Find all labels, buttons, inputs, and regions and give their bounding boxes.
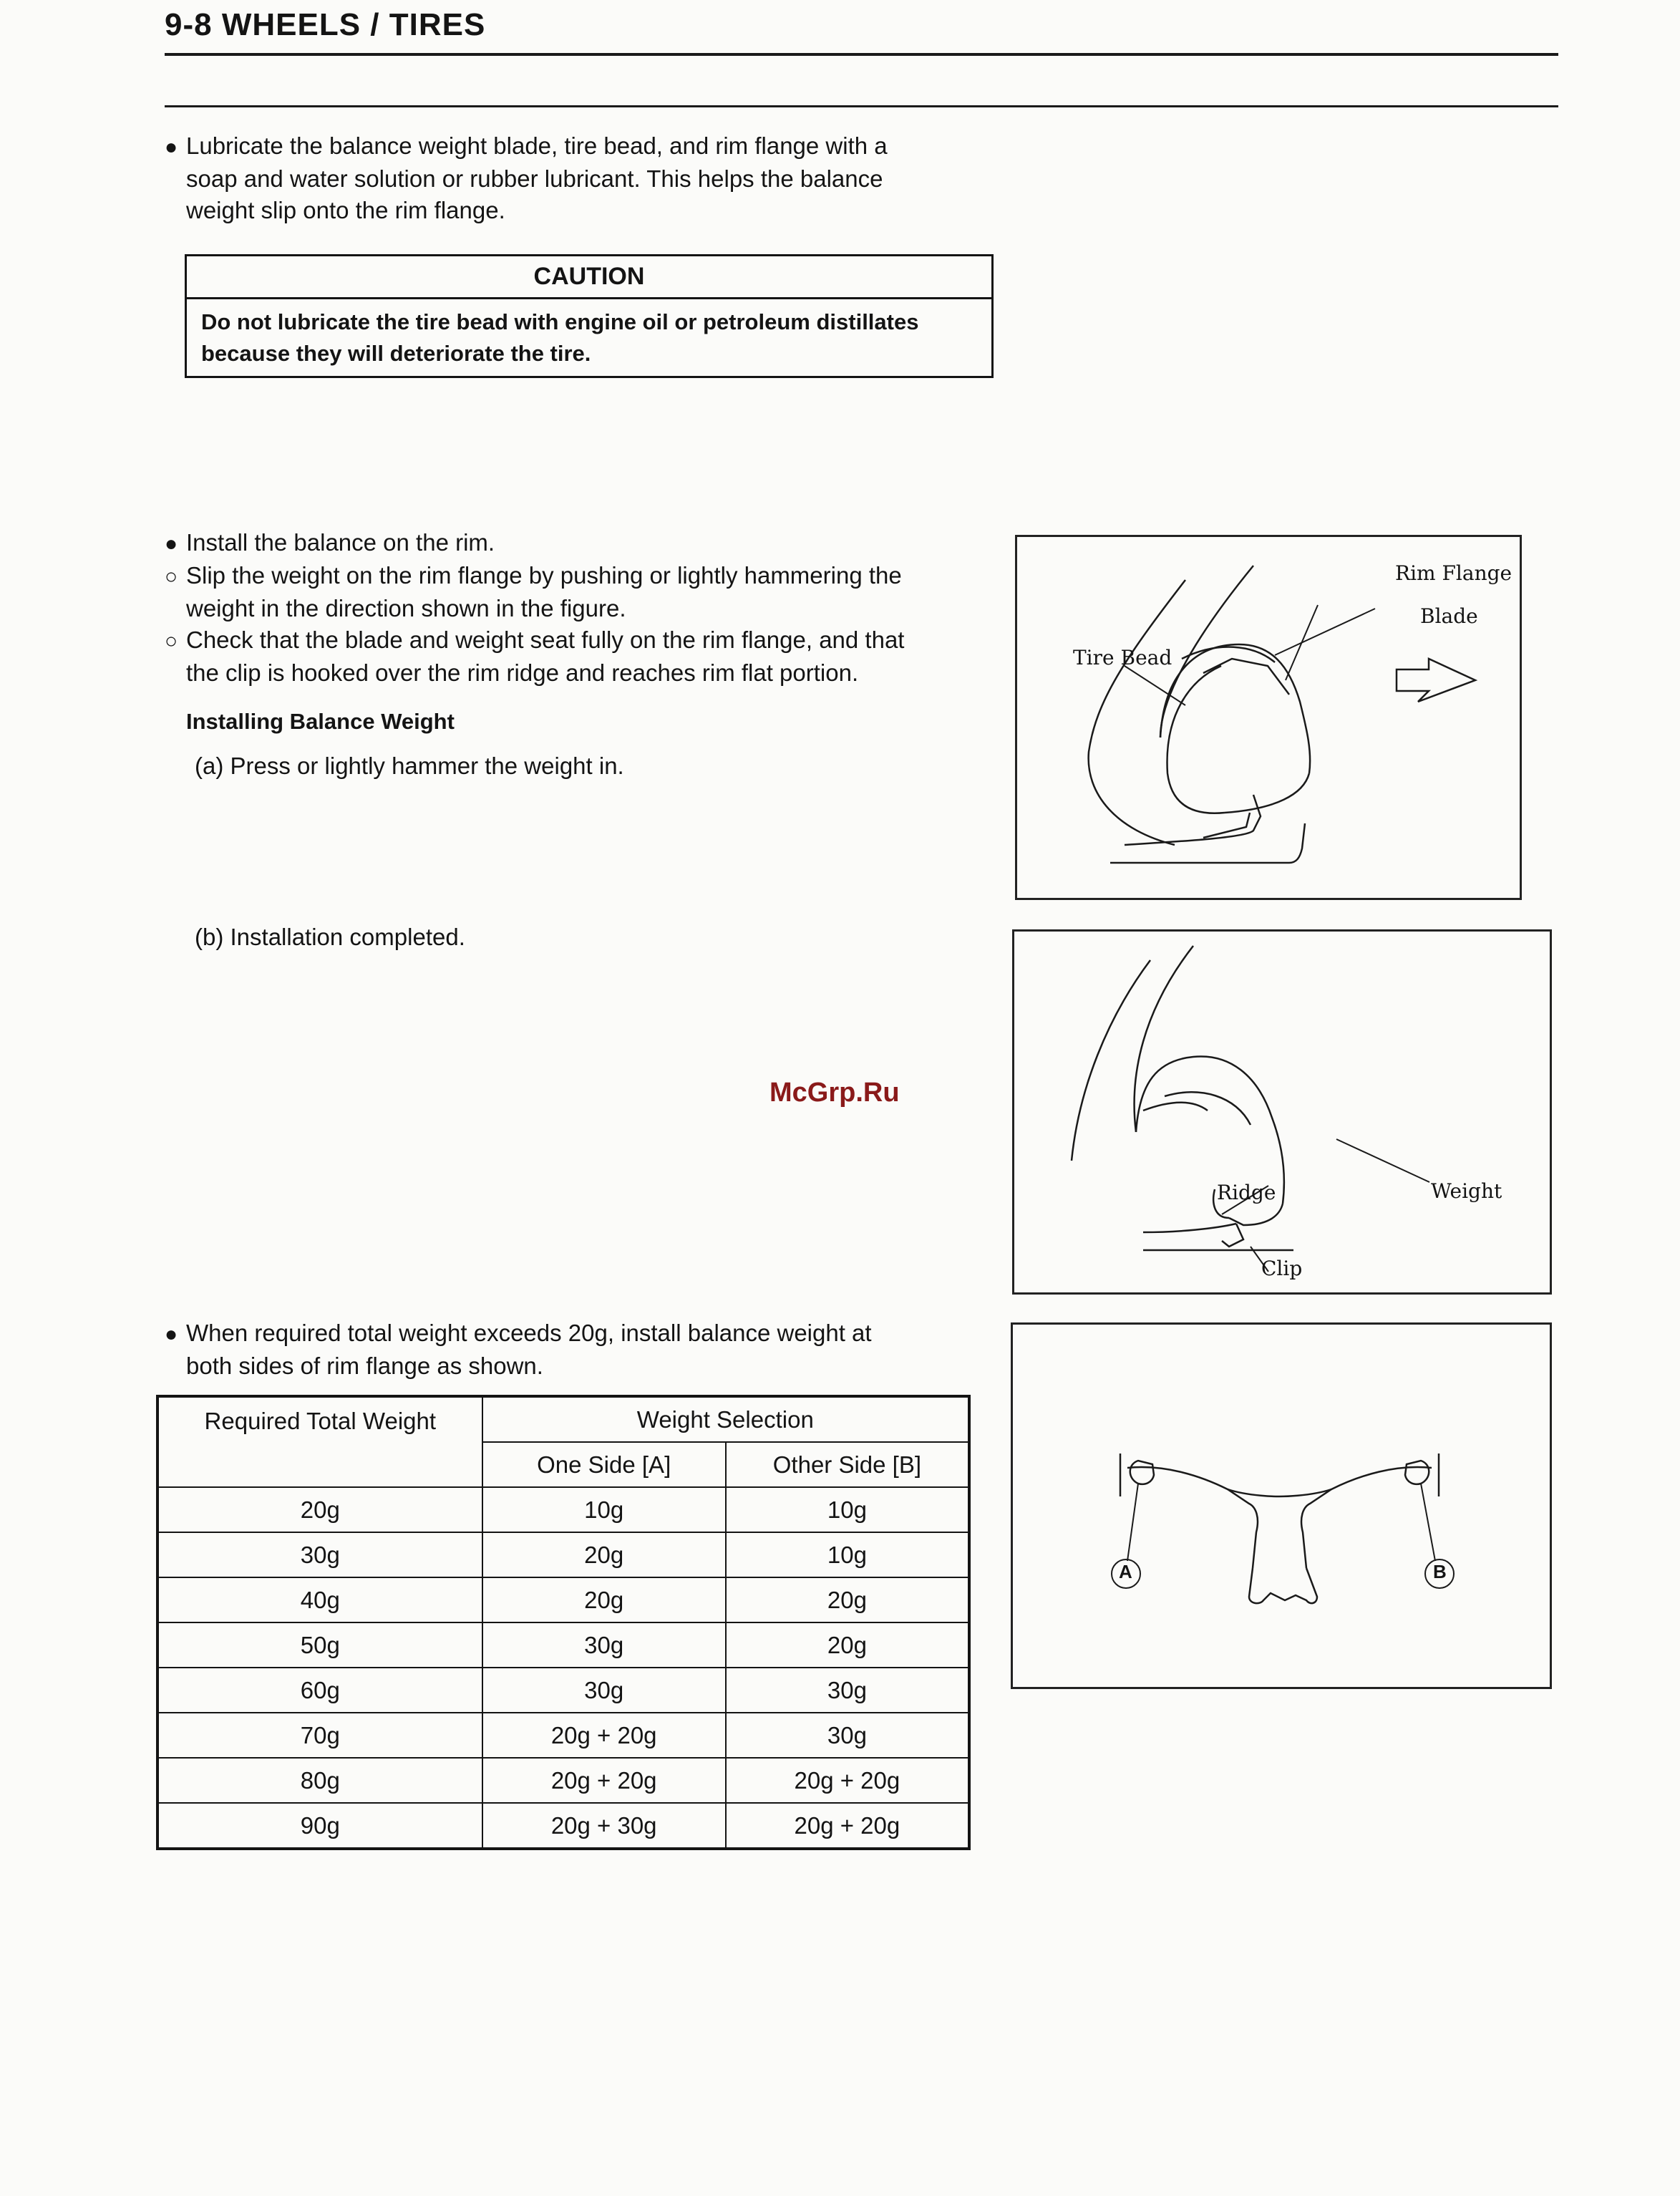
clip-label: Clip [1261, 1257, 1303, 1280]
step-a-text: (a) Press or lightly hammer the weight in. [195, 753, 624, 779]
step-b-text: (b) Installation completed. [195, 924, 465, 950]
side-b-cell: 10g [726, 1532, 969, 1577]
total-weight-cell: 90g [157, 1803, 482, 1849]
table-row [157, 1758, 969, 1803]
column-header-total: Required Total Weight [157, 1396, 482, 1487]
header-rule-lower [165, 105, 1558, 107]
header-rule [165, 53, 1558, 56]
bullet-icon: ● [165, 135, 178, 159]
table-row [157, 1622, 969, 1668]
both-sides-rim-icon [1013, 1325, 1554, 1691]
total-weight-cell: 70g [157, 1713, 482, 1758]
side-a-marker: A [1119, 1561, 1132, 1582]
watermark: McGrp.Ru [769, 1078, 900, 1108]
ridge-label: Ridge [1217, 1181, 1276, 1204]
install-paragraph: ● Install the balance on the rim. ○ Slip the weight on the rim flange by pushing or lightly hammering the weight in the direction shown in the figure. ○ Check that the blade and weight seat fully on the rim flange, and that the clip is hooked over the rim ridge and reaches rim flat portion. [165, 529, 905, 686]
table-body [157, 1487, 969, 1849]
table-row [157, 1577, 969, 1622]
column-header-side-b: Other Side [B] [726, 1442, 969, 1487]
side-b-cell: 20g [726, 1622, 969, 1668]
weight-selection-table [156, 1395, 971, 1850]
step-circle-icon: ○ [165, 629, 178, 653]
blade-label: Blade [1420, 604, 1478, 628]
side-b-cell: 20g + 20g [726, 1758, 969, 1803]
figure-both-sides [1011, 1322, 1552, 1689]
side-b-cell: 30g [726, 1668, 969, 1713]
side-a-cell: 20g + 20g [482, 1713, 726, 1758]
weight-label: Weight [1431, 1179, 1502, 1203]
table-row [157, 1668, 969, 1713]
lubricate-paragraph: ● Lubricate the balance weight blade, tire bead, and rim flange with a soap and water solution or rubber lubricant. This helps the balance weight slip onto the rim flange. [165, 132, 888, 223]
figure-press-weight [1015, 535, 1522, 900]
rim-flange-label: Rim Flange [1395, 561, 1513, 585]
total-weight-cell: 30g [157, 1532, 482, 1577]
bullet-icon: ● [165, 532, 178, 556]
total-weight-paragraph: ● When required total weight exceeds 20g, install balance weight at both sides of rim flange as shown. [165, 1320, 872, 1379]
side-a-cell: 30g [482, 1622, 726, 1668]
side-a-cell: 20g [482, 1577, 726, 1622]
table-row [157, 1713, 969, 1758]
side-b-cell: 20g + 20g [726, 1803, 969, 1849]
tire-bead-label: Tire Bead [1073, 646, 1172, 669]
total-weight-cell: 40g [157, 1577, 482, 1622]
caution-text: Do not lubricate the tire bead with engine oil or petroleum distillates because they will deteriorate the tire. [201, 309, 919, 366]
bullet-icon: ● [165, 1322, 178, 1346]
side-b-cell: 30g [726, 1713, 969, 1758]
side-b-marker: B [1433, 1561, 1447, 1582]
page-title: 9-8 WHEELS / TIRES [165, 7, 486, 42]
total-weight-cell: 50g [157, 1622, 482, 1668]
side-a-cell: 20g + 20g [482, 1758, 726, 1803]
table-row [157, 1803, 969, 1849]
side-b-cell: 20g [726, 1577, 969, 1622]
figure-installation-completed [1012, 929, 1552, 1295]
caution-title: CAUTION [187, 256, 991, 299]
caution-box [185, 254, 994, 378]
side-a-cell: 20g [482, 1532, 726, 1577]
installing-subheading: Installing Balance Weight [186, 709, 455, 734]
table-row [157, 1532, 969, 1577]
table-row [157, 1487, 969, 1532]
total-weight-cell: 60g [157, 1668, 482, 1713]
total-weight-cell: 80g [157, 1758, 482, 1803]
column-header-side-a: One Side [A] [482, 1442, 726, 1487]
total-weight-cell: 20g [157, 1487, 482, 1532]
installed-weight-diagram-icon [1014, 932, 1554, 1297]
side-a-cell: 10g [482, 1487, 726, 1532]
side-a-cell: 30g [482, 1668, 726, 1713]
side-b-cell: 10g [726, 1487, 969, 1532]
press-weight-diagram-icon [1017, 537, 1524, 902]
side-a-cell: 20g + 30g [482, 1803, 726, 1849]
step-circle-icon: ○ [165, 565, 178, 589]
column-header-selection: Weight Selection [482, 1396, 969, 1442]
